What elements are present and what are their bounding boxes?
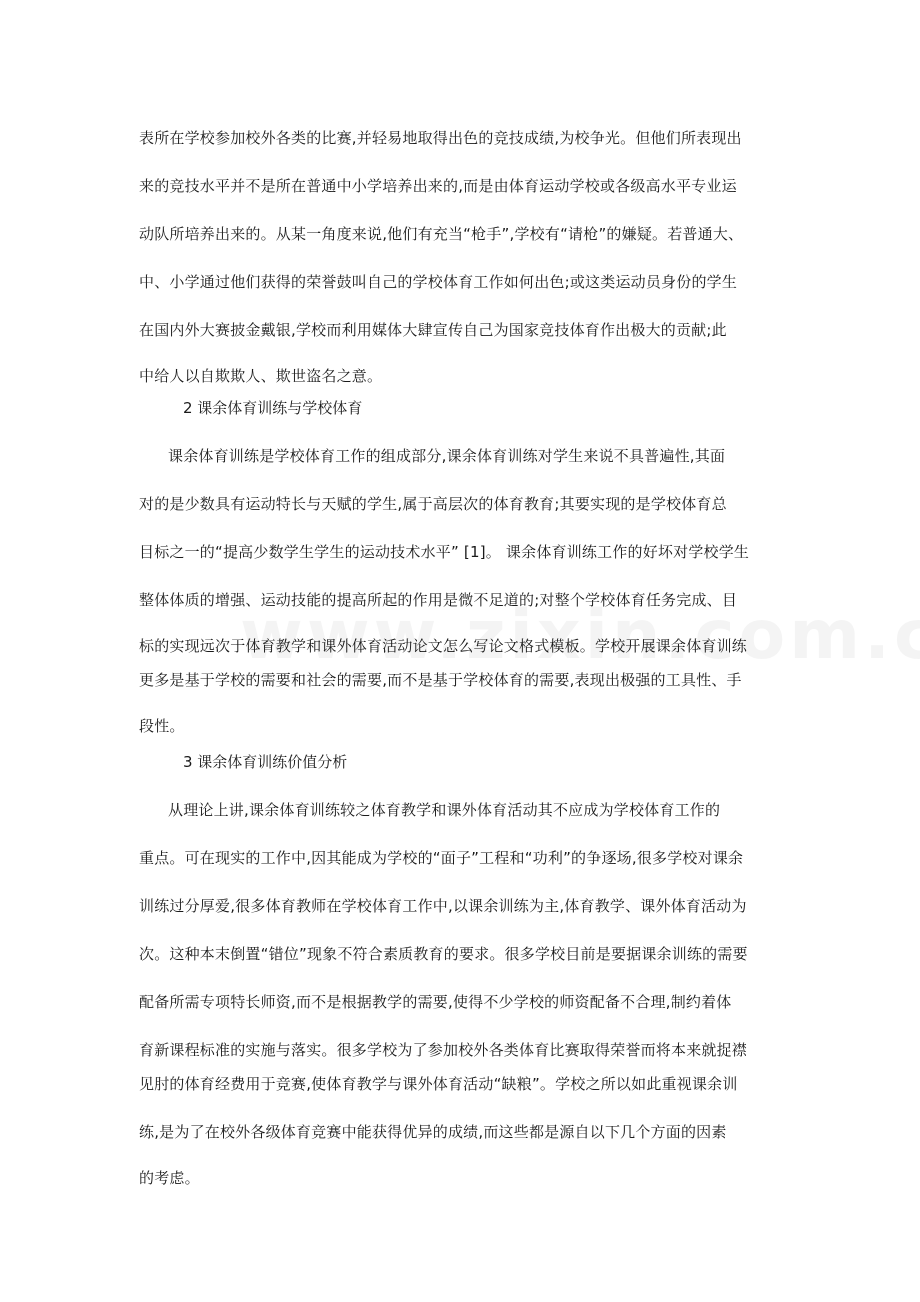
text-line: 动队所培养出来的。从某一角度来说,他们有充当“枪手”,学校有“请枪”的嫌疑。若普通大、 (139, 225, 744, 243)
text-line: 段性。 (139, 717, 185, 735)
text-line: 次。这种本末倒置“错位”现象不符合素质教育的要求。很多学校目前是要据课余训练的需要 (139, 945, 748, 963)
paragraph-first-line: 从理论上讲,课余体育训练较之体育教学和课外体育活动其不应成为学校体育工作的 (168, 801, 721, 819)
text-line: 目标之一的“提高少数学生学生的运动技术水平” [1]。 课余体育训练工作的好坏对学校学生 (139, 543, 750, 561)
text-line: 标的实现远次于体育教学和课外体育活动论文怎么写论文格式模板。学校开展课余体育训练 (139, 637, 748, 655)
text-line: 来的竞技水平并不是所在普通中小学培养出来的,而是由体育运动学校或各级高水平专业运 (139, 177, 737, 195)
text-line: 配备所需专项特长师资,而不是根据教学的需要,使得不少学校的师资配备不合理,制约着体 (139, 993, 732, 1011)
text-line: 在国内外大赛披金戴银,学校而利用媒体大肆宣传自己为国家竞技体育作出极大的贡献;此 (139, 321, 727, 339)
text-line: 更多是基于学校的需要和社会的需要,而不是基于学校体育的需要,表现出极强的工具性、手 (139, 671, 742, 689)
text-line: 育新课程标准的实施与落实。很多学校为了参加校外各类体育比赛取得荣誉而将本来就捉襟 (139, 1041, 748, 1059)
text-line: 重点。可在现实的工作中,因其能成为学校的“面子”工程和“功利”的争逐场,很多学校对课余 (139, 849, 744, 867)
text-line: 的考虑。 (139, 1169, 200, 1187)
text-line: 练,是为了在校外各级体育竞赛中能获得优异的成绩,而这些都是源自以下几个方面的因素 (139, 1123, 727, 1141)
text-line: 见肘的体育经费用于竞赛,使体育教学与课外体育活动“缺粮”。学校之所以如此重视课余训 (139, 1075, 738, 1093)
text-line: 表所在学校参加校外各类的比赛,并轻易地取得出色的竞技成绩,为校争光。但他们所表现出 (139, 129, 742, 147)
text-line: 对的是少数具有运动特长与天赋的学生,属于高层次的体育教育;其要实现的是学校体育总 (139, 495, 727, 513)
text-line: 训练过分厚爱,很多体育教师在学校体育工作中,以课余训练为主,体育教学、课外体育活动为 (139, 897, 747, 915)
paragraph-first-line: 课余体育训练是学校体育工作的组成部分,课余体育训练对学生来说不具普遍性,其面 (168, 447, 726, 465)
section-heading: 3 课余体育训练价值分析 (183, 753, 348, 771)
section-heading: 2 课余体育训练与学校体育 (183, 399, 363, 417)
text-line: 整体体质的增强、运动技能的提高所起的作用是微不足道的;对整个学校体育任务完成、目 (139, 591, 738, 609)
text-line: 中、小学通过他们获得的荣誉鼓叫自己的学校体育工作如何出色;或这类运动员身份的学生 (139, 273, 738, 291)
text-line: 中给人以自欺欺人、欺世盗名之意。 (139, 367, 383, 385)
